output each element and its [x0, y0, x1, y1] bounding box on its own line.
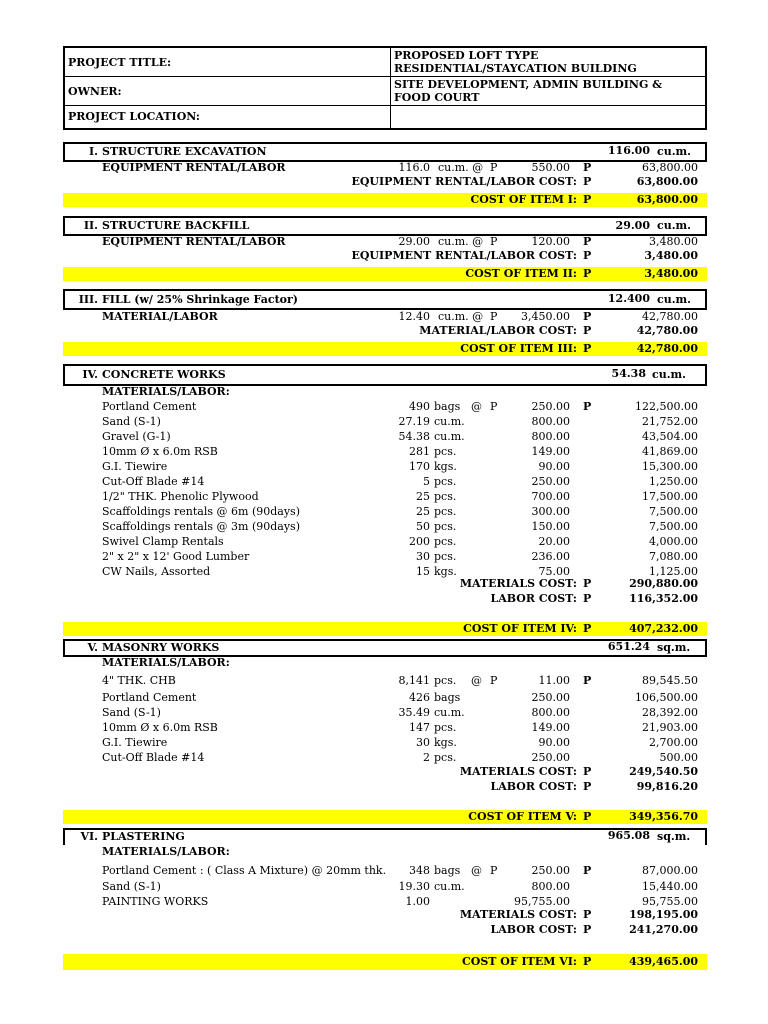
item-amount: 41,869.00	[642, 445, 698, 458]
item-unit: pcs.	[434, 475, 457, 488]
section-i-line-label: EQUIPMENT RENTAL/LABOR	[102, 161, 286, 174]
section-ii-cost-amount: 3,480.00	[644, 267, 698, 280]
section-i-line-amount: 63,800.00	[642, 161, 698, 174]
peso-sign: P	[583, 175, 592, 188]
section-iii-line-label: MATERIAL/LABOR	[102, 310, 218, 323]
section-ii-line-qty: 29.00	[398, 235, 430, 248]
item-price: 150.00	[531, 520, 570, 533]
section-iv-materials-label: MATERIALS COST:	[459, 577, 577, 590]
item-qty: 490	[409, 400, 430, 413]
section-vi-materials-label: MATERIALS COST:	[459, 908, 577, 921]
section-ii-subtotal-amount: 3,480.00	[644, 249, 698, 262]
peso-sign: P	[583, 622, 592, 635]
item-unit: pcs.	[434, 505, 457, 518]
item-amount: 43,504.00	[642, 430, 698, 443]
item-amount: 1,125.00	[649, 565, 698, 578]
peso-sign: P	[490, 161, 498, 174]
item-unit: kgs.	[434, 565, 457, 578]
item-unit: pcs.	[434, 550, 457, 563]
section-iii-subtotal-amount: 42,780.00	[636, 324, 698, 337]
item-unit: pcs.	[434, 674, 457, 687]
item-peso2: P	[583, 400, 592, 413]
item-amount: 21,752.00	[642, 415, 698, 428]
peso-sign: P	[583, 923, 592, 936]
item-amount: 17,500.00	[642, 490, 698, 503]
item-qty: 35.49	[398, 706, 430, 719]
item-price: 149.00	[531, 445, 570, 458]
item-price: 300.00	[531, 505, 570, 518]
section-iii-qty: 12.400	[607, 292, 650, 305]
section-v-labor-label: LABOR COST:	[490, 780, 577, 793]
item-amount: 4,000.00	[649, 535, 698, 548]
item-qty: 30	[416, 550, 430, 563]
item-unit: bags	[434, 691, 461, 704]
item-name: Swivel Clamp Rentals	[102, 535, 224, 548]
item-name: 4" THK. CHB	[102, 674, 176, 687]
item-amount: 15,300.00	[642, 460, 698, 473]
peso-sign: P	[583, 324, 592, 337]
section-i-line-price: 550.00	[531, 161, 570, 174]
item-unit: cu.m.	[434, 415, 465, 428]
item-price: 250.00	[531, 400, 570, 413]
item-qty: 25	[416, 490, 430, 503]
item-amount: 95,755.00	[642, 895, 698, 908]
item-amount: 89,545.50	[642, 674, 698, 687]
item-peso2: P	[583, 674, 592, 687]
item-qty: 348	[409, 864, 430, 877]
section-i-cost-amount: 63,800.00	[636, 193, 698, 206]
item-price: 700.00	[531, 490, 570, 503]
section-iv-title: CONCRETE WORKS	[102, 368, 226, 381]
item-name: Portland Cement	[102, 400, 197, 413]
section-iv-qty: 54.38	[611, 367, 646, 380]
item-peso: P	[490, 674, 498, 687]
item-amount: 7,080.00	[649, 550, 698, 563]
item-price: 95,755.00	[514, 895, 570, 908]
item-peso: P	[490, 400, 498, 413]
item-name: Scaffoldings rentals @ 6m (90days)	[102, 505, 300, 518]
peso-sign: P	[583, 592, 592, 605]
peso-sign: P	[583, 955, 592, 968]
owner-label: OWNER:	[64, 77, 391, 106]
project-location-value	[391, 106, 707, 129]
section-iii-line-amount: 42,780.00	[642, 310, 698, 323]
section-i-cost-label: COST OF ITEM I:	[470, 193, 577, 206]
section-ii-qty: 29.00	[615, 219, 650, 232]
item-name: 10mm Ø x 6.0m RSB	[102, 721, 218, 734]
item-qty: 2	[423, 751, 430, 764]
item-price: 75.00	[538, 565, 570, 578]
item-amount: 15,440.00	[642, 880, 698, 893]
section-v-qty: 651.24	[607, 640, 650, 653]
item-price: 90.00	[538, 460, 570, 473]
section-vi-materials-amount: 198,195.00	[629, 908, 698, 921]
section-iv-materials-amount: 290,880.00	[629, 577, 698, 590]
item-amount: 1,250.00	[649, 475, 698, 488]
item-price: 20.00	[538, 535, 570, 548]
item-peso: P	[490, 864, 498, 877]
item-unit: pcs.	[434, 520, 457, 533]
item-price: 250.00	[531, 864, 570, 877]
project-title-label: PROJECT TITLE:	[64, 47, 391, 77]
item-price: 800.00	[531, 880, 570, 893]
peso-sign: P	[583, 908, 592, 921]
item-amount: 500.00	[659, 751, 698, 764]
section-i-subtotal-label: EQUIPMENT RENTAL/LABOR COST:	[351, 175, 577, 188]
item-price: 149.00	[531, 721, 570, 734]
item-qty: 170	[409, 460, 430, 473]
item-qty: 27.19	[398, 415, 430, 428]
section-iii-subtotal-label: MATERIAL/LABOR COST:	[419, 324, 577, 337]
item-price: 250.00	[531, 751, 570, 764]
item-at: @	[471, 674, 482, 687]
section-vi-cost-amount: 439,465.00	[629, 955, 698, 968]
section-vi-unit: sq.m.	[657, 830, 691, 843]
section-v-title: MASONRY WORKS	[102, 641, 220, 654]
item-qty: 1.00	[405, 895, 430, 908]
section-v-labor-amount: 99,816.20	[636, 780, 698, 793]
item-unit: bags	[434, 400, 461, 413]
section-vi-labor-label: LABOR COST:	[490, 923, 577, 936]
item-unit: kgs.	[434, 460, 457, 473]
item-unit: pcs.	[434, 490, 457, 503]
peso-sign: P	[583, 577, 592, 590]
peso-sign: P	[583, 810, 592, 823]
section-iv-number: IV.	[82, 368, 98, 381]
item-unit: cu.m.	[434, 880, 465, 893]
item-qty: 25	[416, 505, 430, 518]
section-ii-subtotal-label: EQUIPMENT RENTAL/LABOR COST:	[351, 249, 577, 262]
item-unit: bags	[434, 864, 461, 877]
section-vi-qty: 965.08	[607, 829, 650, 842]
item-name: Sand (S-1)	[102, 706, 161, 719]
item-name: Cut-Off Blade #14	[102, 751, 205, 764]
section-iii-title: FILL (w/ 25% Shrinkage Factor)	[102, 293, 298, 306]
item-price: 800.00	[531, 430, 570, 443]
item-name: 1/2" THK. Phenolic Plywood	[102, 490, 259, 503]
item-name: Portland Cement : ( Class A Mixture) @ 20mm thk.	[102, 864, 387, 877]
peso-sign: P	[583, 310, 592, 323]
item-qty: 5	[423, 475, 430, 488]
section-iii-line-qty: 12.40	[398, 310, 430, 323]
section-v-materials-label: MATERIALS COST:	[459, 765, 577, 778]
item-qty: 147	[409, 721, 430, 734]
section-ii-line-unit: cu.m. @	[438, 235, 484, 248]
item-name: PAINTING WORKS	[102, 895, 209, 908]
item-name: Sand (S-1)	[102, 880, 161, 893]
item-amount: 7,500.00	[649, 505, 698, 518]
item-at: @	[471, 864, 482, 877]
project-header-table	[63, 46, 707, 130]
item-name: Portland Cement	[102, 691, 197, 704]
peso-sign: P	[583, 161, 592, 174]
item-unit: pcs.	[434, 445, 457, 458]
section-iv-cost-label: COST OF ITEM IV:	[463, 622, 577, 635]
item-unit: pcs.	[434, 535, 457, 548]
item-name: Scaffoldings rentals @ 3m (90days)	[102, 520, 300, 533]
section-vi-number: VI.	[80, 830, 98, 843]
section-iv-labor-amount: 116,352.00	[629, 592, 698, 605]
section-iv-cost-amount: 407,232.00	[629, 622, 698, 635]
item-qty: 426	[409, 691, 430, 704]
section-v-cost-amount: 349,356.70	[629, 810, 698, 823]
section-iii-line-unit: cu.m. @	[438, 310, 484, 323]
item-qty: 54.38	[398, 430, 430, 443]
item-unit: cu.m.	[434, 706, 465, 719]
project-title-value: PROPOSED LOFT TYPE RESIDENTIAL/STAYCATION BUILDING	[391, 47, 707, 77]
section-iii-cost-amount: 42,780.00	[636, 342, 698, 355]
section-i-qty: 116.00	[607, 144, 650, 157]
section-vi-labor-amount: 241,270.00	[629, 923, 698, 936]
item-amount: 87,000.00	[642, 864, 698, 877]
section-ii-line-amount: 3,480.00	[649, 235, 698, 248]
section-iii-unit: cu.m.	[657, 293, 691, 306]
item-amount: 21,903.00	[642, 721, 698, 734]
owner-value: SITE DEVELOPMENT, ADMIN BUILDING & FOOD COURT	[391, 77, 707, 106]
item-price: 800.00	[531, 706, 570, 719]
peso-sign: P	[583, 249, 592, 262]
item-price: 11.00	[538, 674, 570, 687]
section-v-number: V.	[87, 641, 98, 654]
peso-sign: P	[490, 235, 498, 248]
peso-sign: P	[583, 193, 592, 206]
item-amount: 2,700.00	[649, 736, 698, 749]
section-i-subtotal-amount: 63,800.00	[636, 175, 698, 188]
section-iii-line-price: 3,450.00	[521, 310, 570, 323]
item-qty: 19.30	[398, 880, 430, 893]
section-iv-unit: cu.m.	[652, 368, 686, 381]
section-i-number: I.	[89, 145, 98, 158]
section-v-materials-amount: 249,540.50	[629, 765, 698, 778]
peso-sign: P	[490, 310, 498, 323]
section-ii-line-label: EQUIPMENT RENTAL/LABOR	[102, 235, 286, 248]
item-price: 250.00	[531, 475, 570, 488]
section-i-line-qty: 116.0	[398, 161, 430, 174]
section-i-unit: cu.m.	[657, 145, 691, 158]
section-ii-title: STRUCTURE BACKFILL	[102, 219, 250, 232]
item-amount: 122,500.00	[635, 400, 698, 413]
section-ii-unit: cu.m.	[657, 219, 691, 232]
peso-sign: P	[583, 765, 592, 778]
item-price: 236.00	[531, 550, 570, 563]
item-amount: 106,500.00	[635, 691, 698, 704]
section-vi-sub-label: MATERIALS/LABOR:	[102, 845, 230, 858]
item-name: G.I. Tiewire	[102, 736, 168, 749]
section-iii-cost-label: COST OF ITEM III:	[460, 342, 577, 355]
section-ii-cost-label: COST OF ITEM II:	[465, 267, 577, 280]
section-iv-sub-label: MATERIALS/LABOR:	[102, 385, 230, 398]
section-vi-cost-label: COST OF ITEM VI:	[462, 955, 577, 968]
section-i-line-unit: cu.m. @	[438, 161, 484, 174]
item-qty: 281	[409, 445, 430, 458]
item-at: @	[471, 400, 482, 413]
peso-sign: P	[583, 235, 592, 248]
project-location-label: PROJECT LOCATION:	[64, 106, 391, 129]
section-ii-number: II.	[83, 219, 98, 232]
item-name: CW Nails, Assorted	[102, 565, 211, 578]
peso-sign: P	[583, 267, 592, 280]
item-amount: 7,500.00	[649, 520, 698, 533]
item-unit: pcs.	[434, 751, 457, 764]
item-price: 800.00	[531, 415, 570, 428]
item-name: 10mm Ø x 6.0m RSB	[102, 445, 218, 458]
item-unit: cu.m.	[434, 430, 465, 443]
item-qty: 15	[416, 565, 430, 578]
section-i-title: STRUCTURE EXCAVATION	[102, 145, 267, 158]
item-unit: kgs.	[434, 736, 457, 749]
item-qty: 200	[409, 535, 430, 548]
section-vi-title: PLASTERING	[102, 830, 185, 843]
item-name: Cut-Off Blade #14	[102, 475, 205, 488]
item-peso2: P	[583, 864, 592, 877]
item-name: 2" x 2" x 12' Good Lumber	[102, 550, 250, 563]
item-price: 250.00	[531, 691, 570, 704]
section-v-unit: sq.m.	[657, 641, 691, 654]
item-amount: 28,392.00	[642, 706, 698, 719]
item-name: Sand (S-1)	[102, 415, 161, 428]
item-name: G.I. Tiewire	[102, 460, 168, 473]
item-qty: 50	[416, 520, 430, 533]
item-qty: 30	[416, 736, 430, 749]
item-price: 90.00	[538, 736, 570, 749]
section-v-cost-label: COST OF ITEM V:	[468, 810, 577, 823]
item-unit: pcs.	[434, 721, 457, 734]
section-iii-number: III.	[78, 293, 98, 306]
section-iv-labor-label: LABOR COST:	[490, 592, 577, 605]
peso-sign: P	[583, 342, 592, 355]
peso-sign: P	[583, 780, 592, 793]
item-name: Gravel (G-1)	[102, 430, 171, 443]
item-qty: 8,141	[398, 674, 430, 687]
section-ii-line-price: 120.00	[531, 235, 570, 248]
section-v-sub-label: MATERIALS/LABOR:	[102, 656, 230, 669]
